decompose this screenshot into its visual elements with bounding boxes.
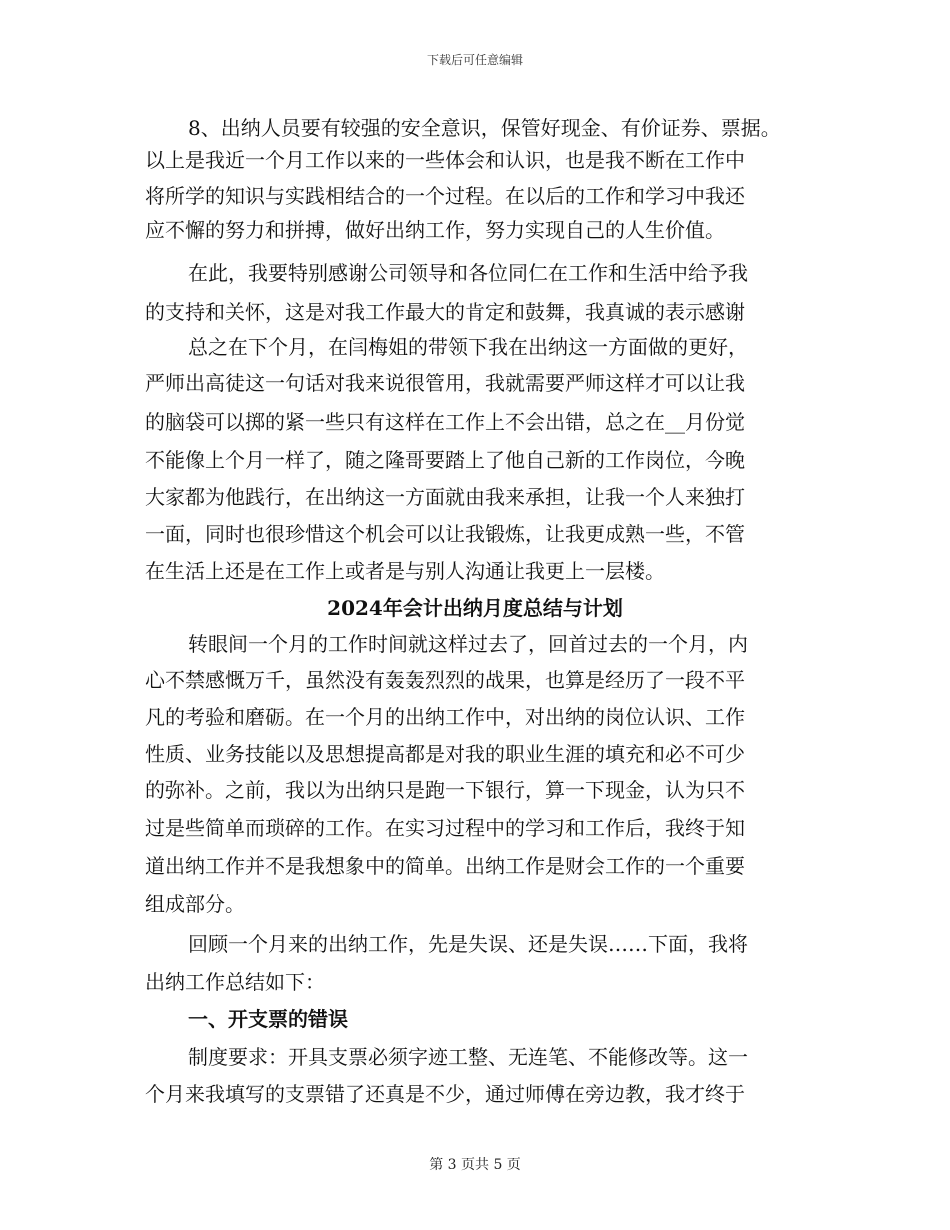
- paragraph-line: 组成部分。: [145, 892, 245, 916]
- paragraph-line: 回顾一个月来的出纳工作，先是失误、还是失误……下面，我将: [188, 932, 748, 956]
- paragraph-line: 过是些简单而琐碎的工作。在实习过程中的学习和工作后，我终于知: [145, 816, 745, 840]
- page-header: 下载后可任意编辑: [426, 53, 523, 67]
- page-footer: 第 3 页共 5 页: [429, 1157, 521, 1173]
- paragraph-line: 的弥补。之前，我以为出纳只是跑一下银行，算一下现金，认为只不: [145, 778, 745, 802]
- section-heading: 一、开支票的错误: [188, 1007, 348, 1031]
- paragraph-line: 一面，同时也很珍惜这个机会可以让我锻炼，让我更成熟一些，不管: [145, 522, 745, 546]
- paragraph-line: 制度要求：开具支票必须字迹工整、无连笔、不能修改等。这一: [188, 1045, 748, 1069]
- section-title: 2024年会计出纳月度总结与计划: [327, 596, 623, 620]
- paragraph-line: 大家都为他践行，在出纳这一方面就由我来承担，让我一个人来独打: [145, 485, 745, 509]
- paragraph-line: 道出纳工作并不是我想象中的简单。出纳工作是财会工作的一个重要: [145, 854, 745, 878]
- paragraph-line: 将所学的知识与实践相结合的一个过程。在以后的工作和学习中我还: [145, 184, 745, 208]
- paragraph-line: 凡的考验和磨砺。在一个月的出纳工作中，对出纳的岗位认识、工作: [145, 705, 745, 729]
- paragraph-line: 出纳工作总结如下：: [145, 970, 325, 994]
- paragraph-line: 个月来我填写的支票错了还真是不少，通过师傅在旁边教，我才终于: [145, 1082, 745, 1106]
- paragraph-line: 转眼间一个月的工作时间就这样过去了，回首过去的一个月，内: [188, 632, 748, 656]
- paragraph-line: 的脑袋可以掷的紧一些只有这样在工作上不会出错，总之在__月份觉: [145, 410, 745, 434]
- paragraph-line: 不能像上个月一样了，随之隆哥要踏上了他自己新的工作岗位，今晚: [145, 448, 745, 472]
- paragraph-line: 严师出高徒这一句话对我来说很管用，我就需要严师这样才可以让我: [145, 371, 745, 395]
- paragraph-line: 在生活上还是在工作上或者是与别人沟通让我更上一层楼。: [145, 559, 665, 583]
- paragraph-line: 以上是我近一个月工作以来的一些体会和认识，也是我不断在工作中: [145, 148, 745, 172]
- paragraph-line: 在此，我要特别感谢公司领导和各位同仁在工作和生活中给予我: [188, 261, 748, 285]
- paragraph-line: 心不禁感慨万千，虽然没有轰轰烈烈的战果，也算是经历了一段不平: [145, 668, 745, 692]
- paragraph-line: 的支持和关怀，这是对我工作最大的肯定和鼓舞，我真诚的表示感谢: [145, 300, 745, 324]
- paragraph-line: 性质、业务技能以及思想提高都是对我的职业生涯的填充和必不可少: [145, 742, 745, 766]
- paragraph-line: 总之在下个月，在闫梅姐的带领下我在出纳这一方面做的更好，: [188, 335, 748, 359]
- paragraph-line: 应不懈的努力和拼搏，做好出纳工作，努力实现自己的人生价值。: [145, 218, 725, 242]
- paragraph-line: 8、出纳人员要有较强的安全意识，保管好现金、有价证券、票据。: [188, 116, 781, 140]
